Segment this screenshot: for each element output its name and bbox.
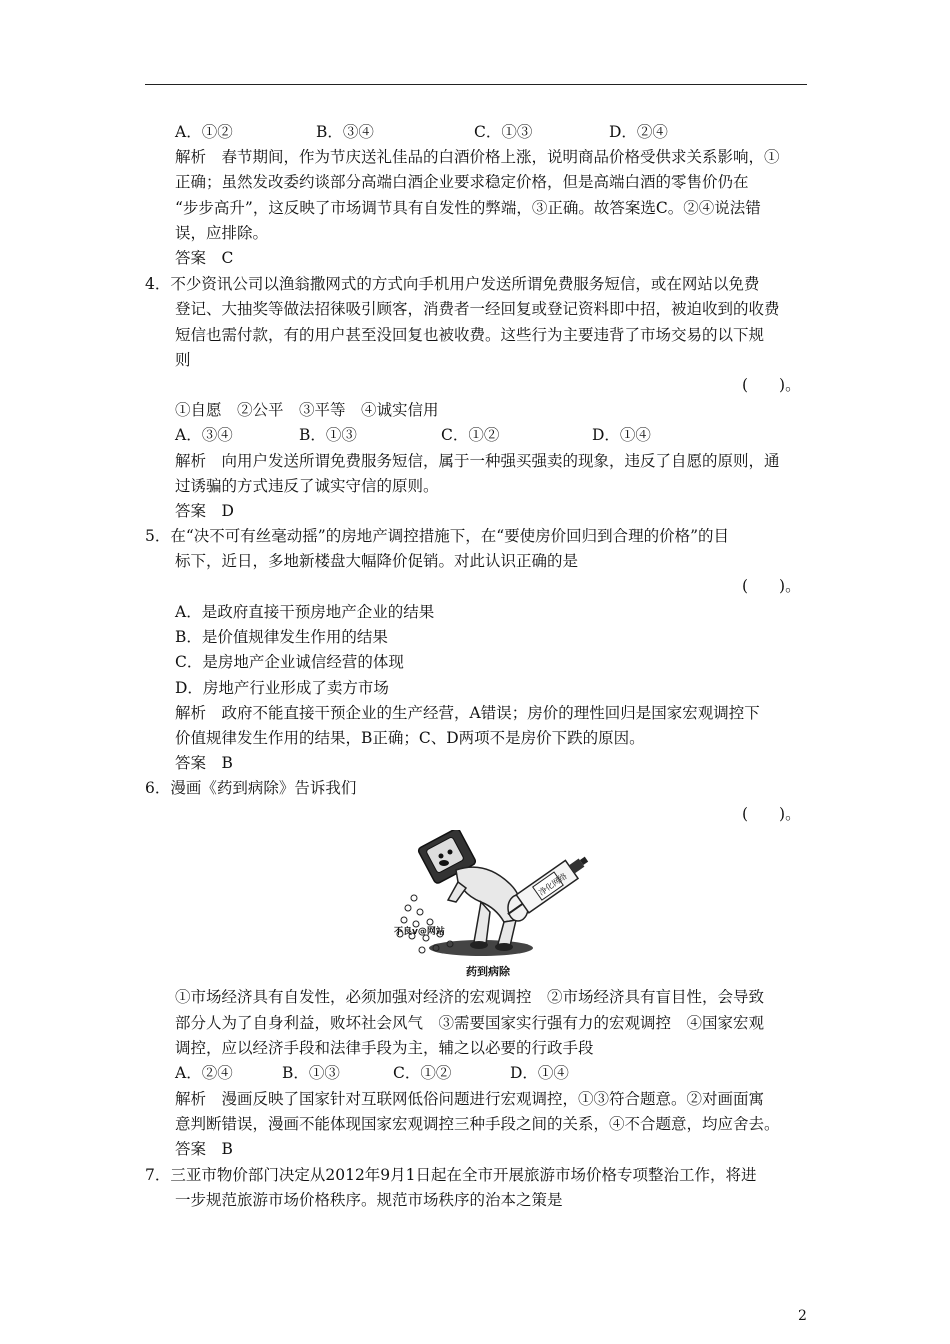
choice-items: 部分人为了自身利益，败坏社会风气 ③需要国家实行强有力的宏观调控 ④国家宏观 — [175, 1014, 765, 1032]
analysis-line: “步步高升”，这反映了市场调节具有自发性的弊端，③正确。故答案选C。②④说法错 — [175, 199, 761, 217]
analysis-line: 价值规律发生作用的结果，B正确；C、D两项不是房价下跌的原因。 — [175, 729, 645, 747]
cartoon-illustration — [386, 830, 596, 980]
question-stem: 4．不少资讯公司以渔翁撒网式的方式向手机用户发送所谓免费服务短信，或在网站以免费 — [145, 275, 760, 293]
option-c: C．是房地产企业诚信经营的体现 — [175, 653, 404, 671]
answer-bracket: ( )。 — [742, 376, 801, 394]
option-a: A．是政府直接干预房地产企业的结果 — [175, 603, 435, 621]
analysis-line: 解析 漫画反映了国家针对互联网低俗问题进行宏观调控，①③符合题意。②对画面寓 — [175, 1090, 765, 1108]
header-rule — [145, 84, 807, 85]
analysis-line: 过诱骗的方式违反了诚实守信的原则。 — [175, 477, 439, 495]
option-c: C．①② — [393, 1064, 452, 1082]
option-d: D．①④ — [510, 1064, 569, 1082]
question-stem: 登记、大抽奖等做法招徕吸引顾客，消费者一经回复或登记资料即中招，被迫收到的收费 — [175, 300, 780, 318]
question-stem: 则 — [175, 351, 191, 369]
option-d: D．②④ — [609, 123, 668, 141]
answer-line: 答案 B — [175, 1140, 233, 1158]
analysis-line: 误，应排除。 — [175, 224, 269, 242]
shoe — [495, 943, 513, 951]
choice-items: ①自愿 ②公平 ③平等 ④诚实信用 — [175, 401, 439, 419]
answer-line: 答案 B — [175, 754, 233, 772]
question-stem: 6．漫画《药到病除》告诉我们 — [145, 779, 357, 797]
answer-bracket: ( )。 — [742, 577, 801, 595]
shoe — [470, 941, 488, 949]
analysis-line: 解析 政府不能直接干预企业的生产经营，A错误；房价的理性回归是国家宏观调控下 — [175, 704, 760, 722]
question-stem: 5．在“决不可有丝毫动摇”的房地产调控措施下，在“要使房价回归到合理的价格”的目 — [145, 527, 730, 545]
question-stem: 短信也需付款，有的用户甚至没回复也被收费。这些行为主要违背了市场交易的以下规 — [175, 326, 765, 344]
analysis-line: 正确；虽然发改委约谈部分高端白酒企业要求稳定价格，但是高端白酒的零售价仍在 — [175, 173, 749, 191]
cartoon-caption: 药到病除 — [466, 965, 510, 978]
option-b: B．①③ — [282, 1064, 340, 1082]
option-a: A．③④ — [175, 426, 233, 444]
choice-items: ①市场经济具有自发性，必须加强对经济的宏观调控 ②市场经济具有盲目性，会导致 — [175, 988, 765, 1006]
option-a: A．②④ — [175, 1064, 233, 1082]
option-b: B．①③ — [299, 426, 357, 444]
option-b: B．是价值规律发生作用的结果 — [175, 628, 388, 646]
option-d: D．房地产行业形成了卖方市场 — [175, 679, 389, 697]
figure-body — [448, 867, 528, 946]
question-stem: 标下，近日，多地新楼盘大幅降价促销。对此认识正确的是 — [175, 552, 579, 570]
analysis-line: 意判断错误，漫画不能体现国家宏观调控三种手段之间的关系，④不合题意，均应舍去。 — [175, 1115, 780, 1133]
ground-text: 不良v@网站 — [394, 927, 445, 937]
option-c: C．①③ — [474, 123, 533, 141]
answer-line: 答案 D — [175, 502, 234, 520]
option-c: C．①② — [441, 426, 500, 444]
option-a: A．①② — [175, 123, 233, 141]
option-b: B．③④ — [316, 123, 374, 141]
analysis-line: 解析 春节期间，作为节庆送礼佳品的白酒价格上涨，说明商品价格受供求关系影响，① — [175, 148, 780, 166]
answer-bracket: ( )。 — [742, 805, 801, 823]
svg-text:净化网络: 净化网络 — [537, 871, 569, 898]
question-stem: 7．三亚市物价部门决定从2012年9月1日起在全市开展旅游市场价格专项整治工作，将进 — [145, 1166, 757, 1184]
option-d: D．①④ — [592, 426, 651, 444]
answer-line: 答案 C — [175, 249, 234, 267]
analysis-line: 解析 向用户发送所谓免费服务短信，属于一种强买强卖的现象，违反了自愿的原则，通 — [175, 452, 780, 470]
question-stem: 一步规范旅游市场价格秩序。规范市场秩序的治本之策是 — [175, 1191, 563, 1209]
page-number: 2 — [798, 1308, 807, 1324]
choice-items: 调控，应以经济手段和法律手段为主，辅之以必要的行政手段 — [175, 1039, 594, 1057]
